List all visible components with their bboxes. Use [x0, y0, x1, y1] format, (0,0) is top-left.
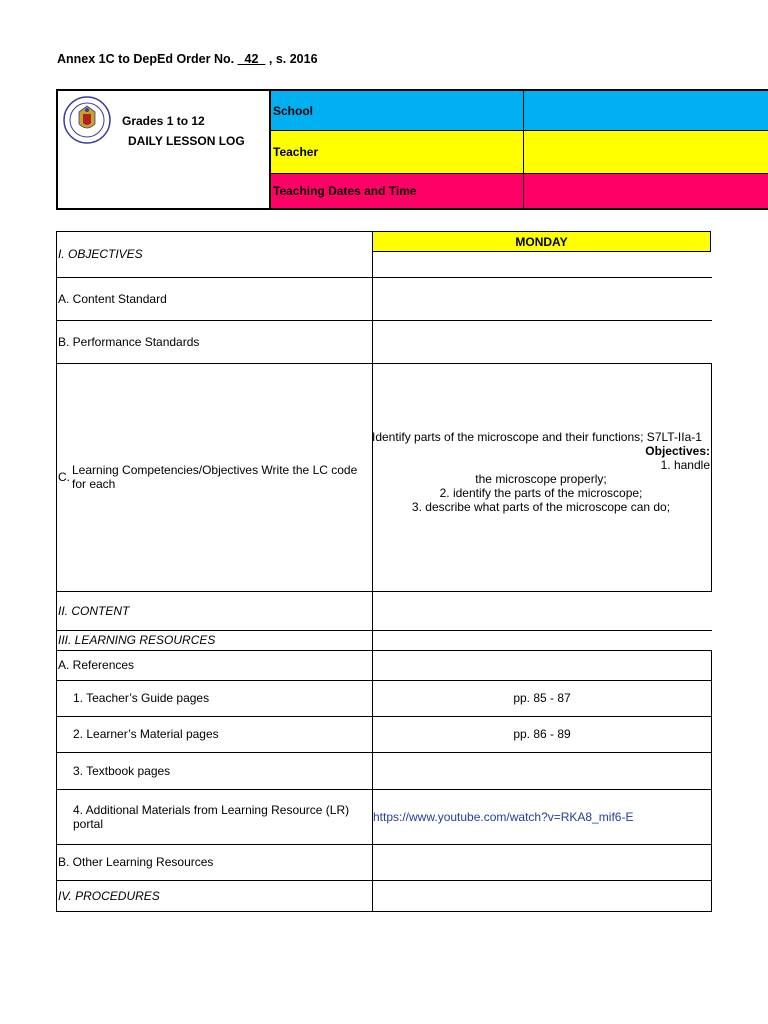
textbook-label: 3. Textbook pages	[73, 763, 171, 778]
learners-material-value: pp. 86 - 89	[513, 727, 571, 741]
procedures-heading: IV. PROCEDURES	[58, 888, 160, 903]
teachers-guide-label: 1. Teacher’s Guide pages	[73, 691, 210, 705]
performance-standards-label: B. Performance Standards	[58, 334, 200, 349]
daily-lesson-log-title: DAILY LESSON LOG	[128, 134, 245, 148]
teaching-dates-label: Teaching Dates and Time	[271, 174, 524, 208]
content-heading: II. CONTENT	[58, 603, 130, 618]
competency-value: Identify parts of the microscope and their functions; S7LT-IIa-1 Objectives: 1. handle the microscope properly; 2. identify the parts of the microscope; 3. describe what parts of the microscope can do;	[372, 430, 710, 514]
day-header-monday: MONDAY	[372, 231, 711, 252]
references-label: A. References	[58, 658, 135, 672]
additional-materials-label: 4. Additional Materials from Learning Resource (LR) portal	[73, 802, 350, 831]
grid-line	[711, 363, 712, 592]
teacher-row	[271, 131, 768, 174]
content-standard-label: A. Content Standard	[58, 291, 167, 306]
teaching-dates-row	[271, 174, 768, 210]
school-row	[271, 89, 768, 131]
deped-seal-icon	[63, 96, 111, 144]
additional-materials-link[interactable]: https://www.youtube.com/watch?v=RKA8_mif6-E	[373, 809, 634, 824]
learners-material-label: 2. Learner’s Material pages	[73, 727, 219, 741]
annex-title: Annex 1C to DepEd Order No. _42_ , s. 2016	[57, 52, 318, 66]
grid-line	[56, 911, 712, 912]
grades-label: Grades 1 to 12	[122, 114, 205, 128]
learning-resources-heading: III. LEARNING RESOURCES	[58, 633, 216, 647]
school-label: School	[271, 91, 524, 130]
teaching-dates-field[interactable]	[524, 174, 768, 208]
order-number: _42_	[237, 52, 266, 66]
teacher-field[interactable]	[524, 131, 768, 173]
other-resources-label: B. Other Learning Resources	[58, 855, 214, 869]
teachers-guide-value: pp. 85 - 87	[513, 691, 571, 705]
objectives-heading: I. OBJECTIVES	[58, 247, 143, 261]
teacher-label: Teacher	[271, 131, 524, 173]
learning-competencies-label: C. Learning Competencies/Objectives Write the LC code for each	[58, 463, 358, 491]
grid-line	[711, 650, 712, 911]
grid-line	[56, 231, 57, 911]
school-field[interactable]	[524, 91, 768, 130]
